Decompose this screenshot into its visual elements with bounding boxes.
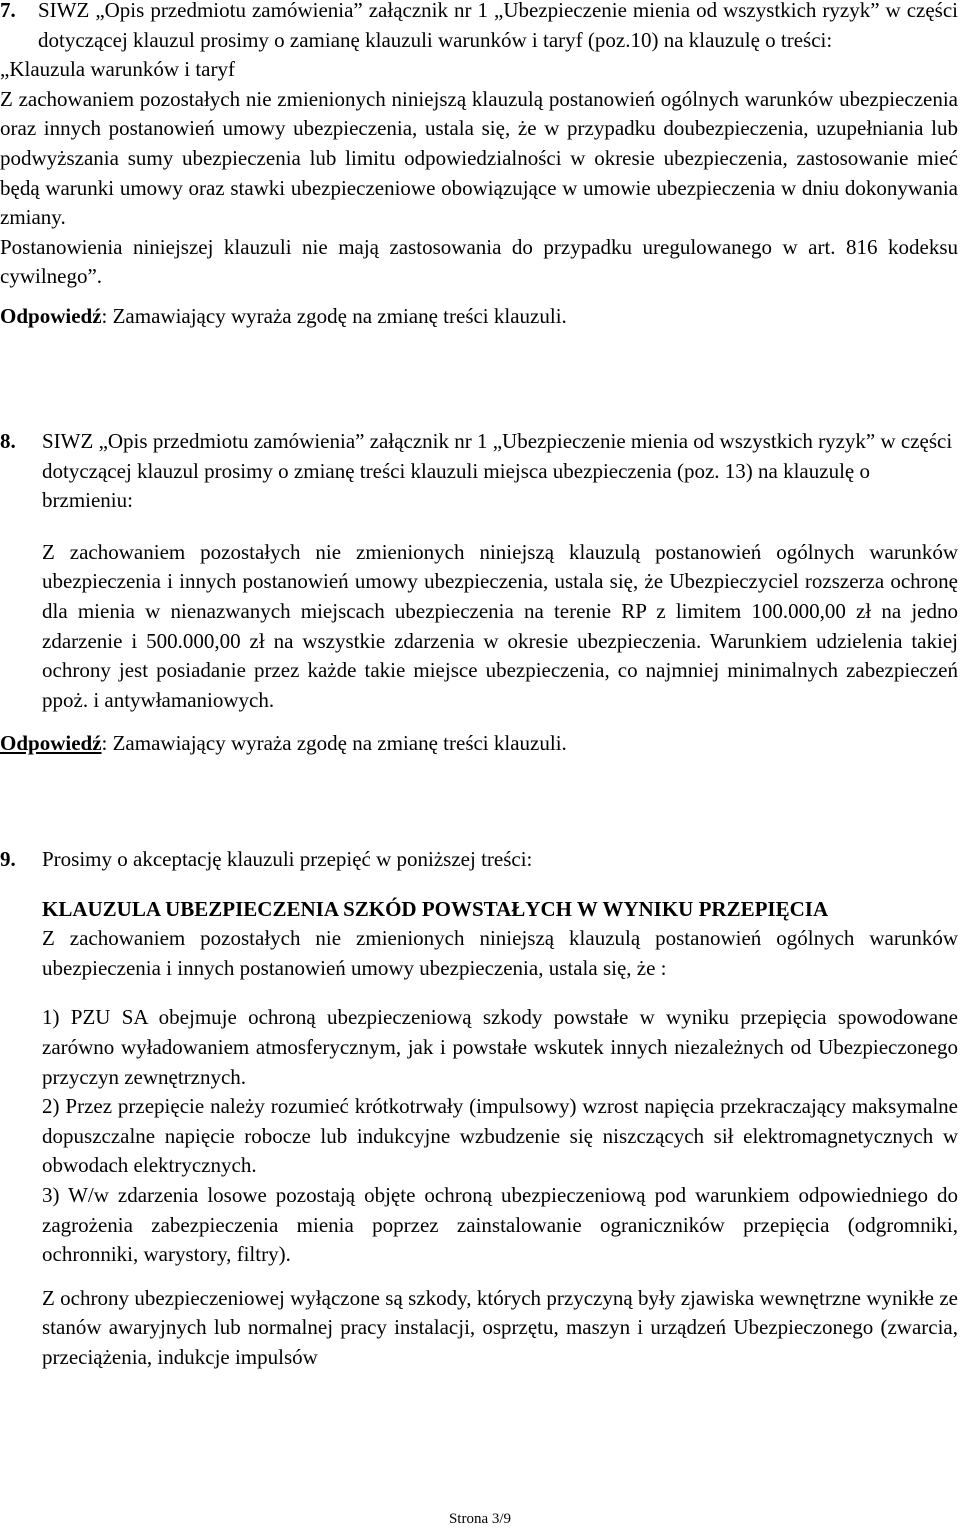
item-7: [0, 0, 958, 332]
page-number: Strona 3/9: [448, 1511, 512, 1527]
clause-point-1: 1) PZU SA obejmuje ochroną ubezpieczeniową szkody powstałe w wyniku przepięcia spowodowane zarówno wyładowaniem atmosferycznym, jak i powstałe wskutek innych niezależnych od Ubezpieczonego przyczyn zewnętrznych.: [42, 1005, 958, 1089]
clause-intro: Z zachowaniem pozostałych nie zmienionych niniejszą klauzulą postanowień ogólnych warunków ubezpieczenia i innych postanowień umowy ubezpieczenia, ustala się, że :: [42, 926, 958, 980]
item-number: 8.: [0, 429, 16, 453]
answer-label: Odpowiedź: [0, 731, 102, 756]
clause-exclusion: Z ochrony ubezpieczeniowej wyłączone są szkody, których przyczyną były zjawiska wewnętrzne wynikłe ze stanów awaryjnych lub normalnej pracy instalacji, osprzętu, maszyn i urządzeń Ubezpieczonego (zwarcia, przeciążenia, indukcje impulsów: [42, 1285, 958, 1369]
clause-point-2: 2) Przez przepięcie należy rozumieć krótkotrwały (impulsowy) wzrost napięcia przekraczający maksymalne dopuszczalne napięcie robocze lub indukcyjne wzbudzenie się niszczących sił elektromagnetycznych w obwodach elektrycznych.: [42, 1094, 958, 1178]
clause-text: Z zachowaniem pozostałych nie zmienionych niniejszą klauzulą postanowień ogólnych warunków ubezpieczenia i innych postanowień umowy ubezpieczenia, ustala się, że Ubezpieczyciel rozszerza ochronę dla mienia w nienazwanych miejscach ubezpieczenia na terenie RP z limitem 100.000,00 zł na jedno zdarzenie i 500.000,00 zł na wszystkie zdarzenia w okresie ubezpieczenia. Warunkiem udzielenia takiej ochrony jest posiadanie przez każde takie miejsce ubezpieczenia, co najmniej minimalnych zabezpieczeń ppoż. i antywłamaniowych.: [42, 539, 958, 712]
item-9: [0, 845, 958, 1373]
item-8: [0, 427, 958, 759]
answer: [0, 729, 958, 759]
item-intro: SIWZ „Opis przedmiotu zamówienia” załącznik nr 1 „Ubezpieczenie mienia od wszystkich ryzyk” w części dotyczącej klauzul prosimy o zamianę klauzuli warunków i taryf (poz.10) na klauzulę o treści:: [38, 0, 958, 52]
clause-text: Postanowienia niniejszej klauzuli nie mają zastosowania do przypadku uregulowanego w art. 816 kodeksu cywilnego”.: [0, 234, 958, 289]
answer-label: Odpowiedź: [0, 303, 102, 328]
item-intro: Prosimy o akceptację klauzuli przepięć w poniższej treści:: [42, 847, 533, 871]
item-number: 9.: [0, 847, 16, 871]
item-intro: SIWZ „Opis przedmiotu zamówienia” załącznik nr 1 „Ubezpieczenie mienia od wszystkich ryzyk” w części dotyczącej klauzul prosimy o zmianę treści klauzuli miejsca ubezpieczenia (poz. 13) na klauzulę o brzmieniu:: [42, 429, 953, 513]
answer-text: : Zamawiający wyraża zgodę na zmianę treści klauzuli.: [101, 731, 567, 756]
item-number: 7.: [0, 0, 16, 22]
clause-title: „Klauzula warunków i taryf: [0, 57, 235, 82]
answer-text: : Zamawiający wyraża zgodę na zmianę treści klauzuli.: [101, 303, 567, 328]
clause-text: Z zachowaniem pozostałych nie zmienionych niniejszą klauzulą postanowień ogólnych warunków ubezpieczenia oraz innych postanowień umowy ubezpieczenia, ustala się, że w przypadku doubezpieczenia, uzupełniania lub podwyższania sumy ubezpieczenia lub limitu odpowiedzialności w okresie ubezpieczenia, zastosowanie mieć będą warunki umowy oraz stawki ubezpieczeniowe obowiązujące w umowie ubezpieczenia w dniu dokonywania zmiany.: [0, 86, 958, 230]
clause-title: KLAUZULA UBEZPIECZENIA SZKÓD POWSTAŁYCH W WYNIKU PRZEPIĘCIA: [42, 896, 829, 921]
answer: [0, 302, 958, 332]
clause-point-3: 3) W/w zdarzenia losowe pozostają objęte ochroną ubezpieczeniową pod warunkiem odpowiedniego do zagrożenia zabezpieczenia mienia poprzez zainstalowanie ograniczników przepięcia (odgromniki, ochronniki, warystory, filtry).: [42, 1182, 958, 1267]
